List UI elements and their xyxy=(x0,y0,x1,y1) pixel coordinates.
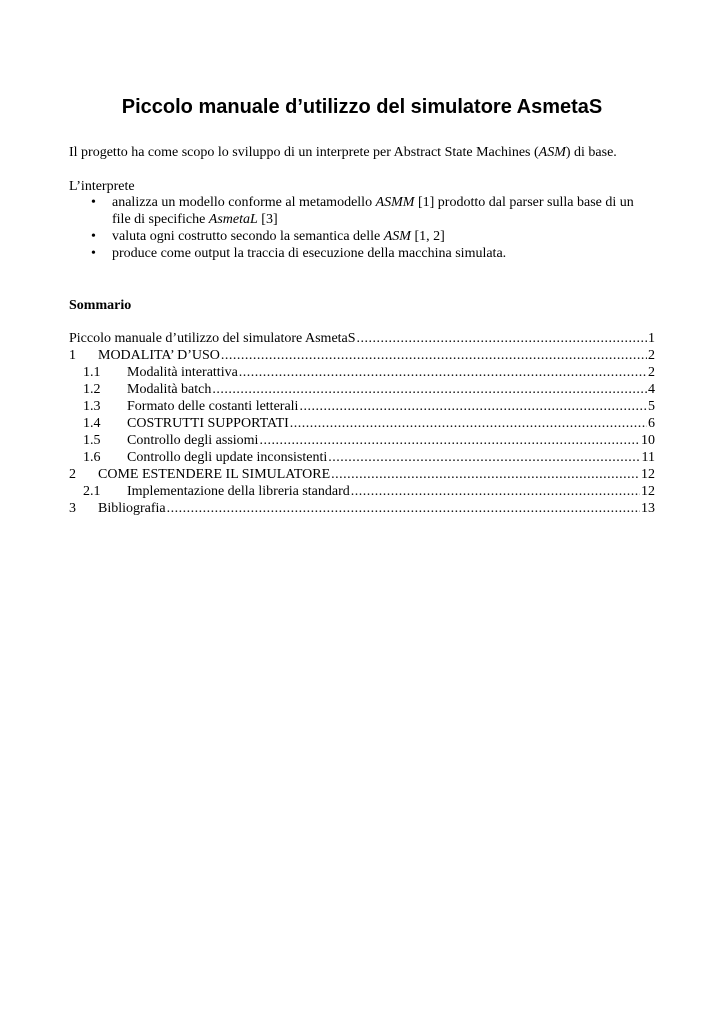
toc-dot-leader xyxy=(351,483,640,500)
document-title: Piccolo manuale d’utilizzo del simulatore AsmetaS xyxy=(121,96,603,118)
toc-entry-page: 2 xyxy=(648,365,655,380)
toc-dot-leader xyxy=(212,381,647,398)
table-of-contents xyxy=(69,330,655,517)
toc-entry-page: 5 xyxy=(648,399,655,414)
toc-dot-leader xyxy=(167,500,640,517)
toc-entry[interactable] xyxy=(69,364,655,381)
interpreter-lead: L’interprete xyxy=(69,179,135,194)
toc-entry-title: Modalità interattiva xyxy=(127,365,238,380)
bullet-text: analizza un modello conforme al metamodello xyxy=(112,195,376,210)
toc-entry[interactable] xyxy=(69,432,655,449)
toc-entry-page: 13 xyxy=(641,501,655,516)
toc-entry-title: Bibliografia xyxy=(98,501,166,516)
toc-entry-page: 1 xyxy=(648,331,655,346)
toc-dot-leader xyxy=(328,449,640,466)
bullet-icon: • xyxy=(91,246,96,261)
toc-entry-page: 2 xyxy=(648,348,655,363)
toc-entry-title: Implementazione della libreria standard xyxy=(127,484,350,499)
intro-asm-term: ASM xyxy=(538,145,566,160)
toc-entry[interactable] xyxy=(69,330,655,347)
toc-entry-page: 4 xyxy=(648,382,655,397)
bullet-text: [1, 2] xyxy=(410,229,445,244)
intro-paragraph xyxy=(69,144,649,161)
toc-entry-number: 1 xyxy=(69,348,76,363)
intro-text: Il progetto ha come scopo lo sviluppo di un interprete per Abstract State Machines ( xyxy=(69,145,539,160)
intro-text-end: ) di base. xyxy=(565,145,617,160)
toc-entry-number: 1.5 xyxy=(83,433,101,448)
toc-entry[interactable] xyxy=(69,381,655,398)
toc-entry-number: 1.6 xyxy=(83,450,101,465)
toc-entry-number: 2 xyxy=(69,467,76,482)
toc-entry-title: COME ESTENDERE IL SIMULATORE xyxy=(98,467,331,482)
toc-entry-title: COSTRUTTI SUPPORTATI xyxy=(127,416,289,431)
toc-entry-title: Formato delle costanti letterali xyxy=(127,399,299,414)
bullet-text: valuta ogni costrutto secondo la semantica delle xyxy=(112,229,384,244)
toc-entry-page: 12 xyxy=(641,484,655,499)
toc-dot-leader xyxy=(221,347,647,364)
list-item xyxy=(69,228,649,245)
asm-term: ASM xyxy=(383,229,411,244)
toc-entry-title: MODALITA’ D’USO xyxy=(98,348,220,363)
toc-entry-number: 1.4 xyxy=(83,416,101,431)
toc-dot-leader xyxy=(331,466,640,483)
toc-dot-leader xyxy=(299,398,647,415)
bullet-text: [1] prodotto dal parser sulla base di un file di specifiche xyxy=(112,195,634,227)
asmetal-term: AsmetaL xyxy=(208,212,258,227)
toc-dot-leader xyxy=(357,330,647,347)
toc-entry-title: Controllo degli assiomi xyxy=(127,433,259,448)
toc-dot-leader xyxy=(290,415,647,432)
toc-entry[interactable] xyxy=(69,483,655,500)
summary-heading: Sommario xyxy=(69,298,132,313)
toc-entry-number: 1.3 xyxy=(83,399,101,414)
bullet-text: [3] xyxy=(257,212,278,227)
toc-dot-leader xyxy=(239,364,647,381)
toc-entry[interactable] xyxy=(69,347,655,364)
bullet-icon: • xyxy=(91,195,96,210)
bullet-icon: • xyxy=(91,229,96,244)
toc-entry[interactable] xyxy=(69,398,655,415)
toc-entry[interactable] xyxy=(69,466,655,483)
interpreter-features-list xyxy=(69,194,649,262)
toc-dot-leader xyxy=(259,432,640,449)
toc-entry[interactable] xyxy=(69,449,655,466)
toc-entry[interactable] xyxy=(69,500,655,517)
list-item xyxy=(69,245,649,262)
toc-entry-number: 3 xyxy=(69,501,76,516)
toc-entry-page: 10 xyxy=(641,433,655,448)
toc-entry-title: Modalità batch xyxy=(127,382,212,397)
toc-entry-page: 6 xyxy=(648,416,655,431)
toc-entry-page: 11 xyxy=(641,450,655,465)
toc-entry-title: Controllo degli update inconsistenti xyxy=(127,450,328,465)
toc-entry[interactable] xyxy=(69,415,655,432)
toc-entry-number: 2.1 xyxy=(83,484,101,499)
toc-entry-page: 12 xyxy=(641,467,655,482)
bullet-text: produce come output la traccia di esecuzione della macchina simulata. xyxy=(112,246,507,261)
toc-entry-number: 1.2 xyxy=(83,382,101,397)
toc-entry-number: 1.1 xyxy=(83,365,101,380)
toc-entry-title: Piccolo manuale d’utilizzo del simulatore AsmetaS xyxy=(69,331,356,346)
list-item xyxy=(69,194,649,228)
asmm-term: ASMM xyxy=(375,195,415,210)
